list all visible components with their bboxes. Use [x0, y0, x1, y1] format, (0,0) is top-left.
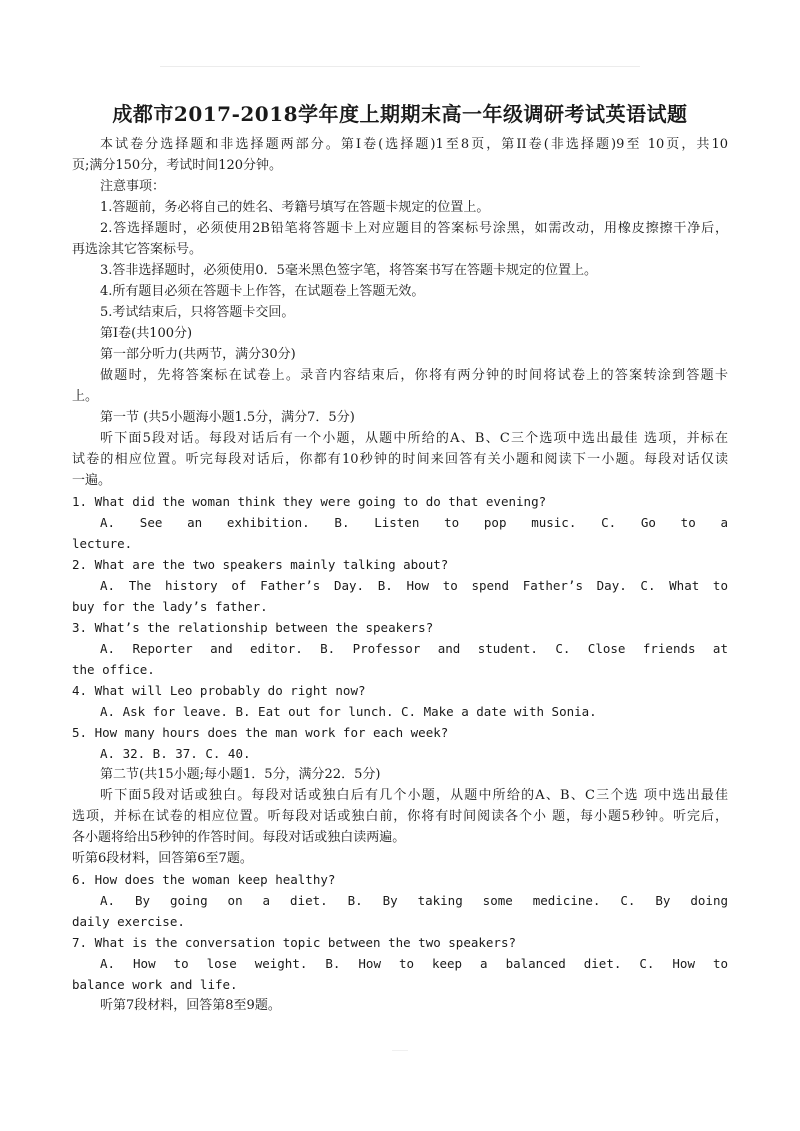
question-6-options-cont: daily exercise. [72, 914, 185, 929]
question-4: 4. What will Leo probably do right now? [72, 683, 366, 698]
question-3-options-cont: the office. [72, 662, 155, 677]
sec1-instruction: 听下面5段对话。每段对话后有一个小题，从题中所给的A、B、C三个选项中选出最佳 选项，并标在 [100, 431, 728, 446]
sec2-instruction: 各小题将给出5秒钟的作答时间。每段对话或独白读两遍。 [72, 830, 406, 845]
intro-line: 本试卷分选择题和非选择题两部分。第Ⅰ卷(选择题)1至8页，第II卷(非选择题)9至 10页，共10 [100, 137, 728, 152]
notice-heading: 注意事项： [100, 179, 166, 194]
sec2-instruction: 选项，并标在试卷的相应位置。听每段对话或独白前，你将有时间阅读各个小 题，每小题5秒钟。听完后， [72, 809, 728, 824]
question-3: 3. What’s the relationship between the speakers? [72, 620, 434, 635]
exam-body [72, 134, 728, 1016]
sec2-instruction: 听下面5段对话或独白。每段对话或独白后有几个小题，从题中所给的A、B、C三个选 项中选出最佳 [100, 788, 728, 803]
question-2: 2. What are the two speakers mainly talking about? [72, 557, 449, 572]
part1-heading: 第Ⅰ卷(共100分) [100, 326, 193, 341]
question-7: 7. What is the conversation topic between the two speakers? [72, 935, 517, 950]
question-7-options-cont: balance work and life. [72, 977, 238, 992]
notice-item: 4.所有题目必须在答题卡上作答，在试题卷上答题无效。 [100, 284, 425, 299]
question-2-options-cont: buy for the lady’s father. [72, 599, 268, 614]
notice-item: 1.答题前，务必将自己的姓名、考籍号填写在答题卡规定的位置上。 [100, 200, 490, 215]
intro-line: 页;满分150分，考试时间120分钟。 [72, 158, 283, 173]
question-5-options: A. 32. B. 37. C. 40. [100, 746, 251, 761]
material-7-instruction: 听第7段材料，回答第8至9题。 [100, 998, 281, 1013]
material-6-instruction: 听第6段材料，回答第6至7题。 [72, 851, 253, 866]
question-7-options: A. How to lose weight. B. How to keep a balanced diet. C. How to [100, 956, 728, 971]
sec1-instruction: 一遍。 [72, 473, 112, 488]
notice-item: 5.考试结束后，只将答题卡交回。 [100, 305, 295, 320]
listening-instruction: 上。 [72, 389, 99, 404]
question-6-options: A. By going on a diet. B. By taking some medicine. C. By doing [100, 893, 728, 908]
question-3-options: A. Reporter and editor. B. Professor and student. C. Close friends at [100, 641, 728, 656]
question-6: 6. How does the woman keep healthy? [72, 872, 336, 887]
listening-section-heading: 第一部分听力(共两节，满分30分) [100, 347, 296, 362]
question-2-options: A. The history of Father’s Day. B. How to spend Father’s Day. C. What to [100, 578, 728, 593]
header-divider [160, 66, 640, 67]
question-5: 5. How many hours does the man work for each week? [72, 725, 449, 740]
question-1: 1. What did the woman think they were going to do that evening? [72, 494, 547, 509]
question-1-options: A. See an exhibition. B. Listen to pop music. C. Go to a [100, 515, 728, 530]
notice-item: 3.答非选择题时，必须使用0．5毫米黑色签字笔，将答案书写在答题卡规定的位置上。 [100, 263, 597, 278]
question-1-options-cont: lecture. [72, 536, 133, 551]
sec2-heading: 第二节(共15小题;每小题1．5分，满分22．5分) [100, 767, 381, 782]
notice-item: 2.答选择题时，必须使用2B铅笔将答题卡上对应题目的答案标号涂黑，如需改动，用橡皮擦擦干净后， [100, 221, 728, 236]
sec1-instruction: 试卷的相应位置。听完每段对话后，你都有10秒钟的时间来回答有关小题和阅读下一小题。每段对话仅读 [72, 452, 728, 467]
exam-title: 成都市2017-2018学年度上期期末高一年级调研考试英语试题 [112, 102, 688, 126]
question-4-options: A. Ask for leave. B. Eat out for lunch. C. Make a date with Sonia. [100, 704, 597, 719]
notice-item-continued: 再选涂其它答案标号。 [72, 242, 203, 257]
listening-instruction: 做题时，先将答案标在试卷上。录音内容结束后，你将有两分钟的时间将试卷上的答案转涂到答题卡 [100, 368, 728, 383]
sec1-heading: 第一节 (共5小题海小题1.5分，满分7．5分) [100, 410, 355, 425]
footer-mark [392, 1050, 408, 1051]
